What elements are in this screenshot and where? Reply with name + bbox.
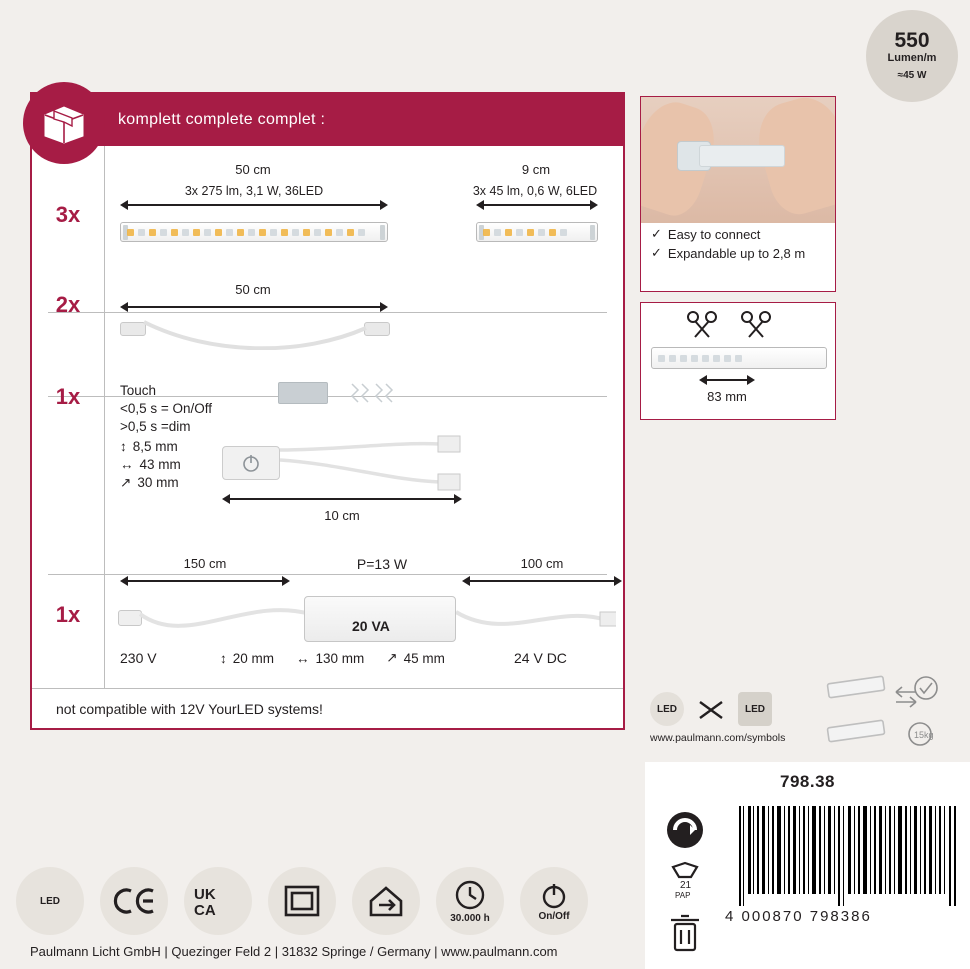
svg-text:PAP: PAP	[675, 891, 691, 900]
on-off-switch-icon	[520, 867, 588, 935]
cut-length-arrow	[699, 375, 755, 385]
led-module-icon	[738, 692, 772, 726]
depth-icon: ↗	[120, 475, 132, 491]
led-strip-50cm	[120, 222, 388, 242]
protection-class-2-icon	[268, 867, 336, 935]
dimmer-depth: 30 mm	[137, 475, 179, 491]
footer-address: Paulmann Licht GmbH | Quezinger Feld 2 | 31832 Springe / Germany | www.paulmann.com	[30, 944, 558, 959]
driver-input-cable	[136, 594, 314, 644]
lumen-unit: Lumen/m	[887, 51, 937, 64]
indoor-use-icon	[352, 867, 420, 935]
ce-mark-icon	[100, 867, 168, 935]
cuttable-strip-graphic	[651, 347, 827, 369]
driver-left-cable-length: 150 cm	[183, 556, 227, 571]
strip-9-arrow	[476, 200, 598, 210]
driver-power: P=13 W	[356, 556, 408, 572]
driver-left-arrow	[120, 576, 290, 586]
contents-panel	[30, 92, 625, 730]
lumen-value: 550	[894, 29, 930, 53]
waste-bin-icon	[657, 908, 713, 958]
lifetime-hours-label: 30.000 h	[450, 912, 490, 924]
connect-check-2-label: Expandable up to 2,8 m	[667, 245, 806, 261]
panel-header-label: komplett complete complet :	[118, 111, 326, 128]
driver-depth-icon: ↗	[386, 650, 398, 665]
led-badge-label: LED	[40, 895, 60, 907]
lumen-watt: ≈45 W	[897, 70, 927, 82]
lifetime-hours-icon	[436, 867, 504, 935]
box-icon	[23, 82, 105, 164]
scissors-icon	[685, 309, 781, 341]
compatibility-notice-text: not compatible with 12V YourLED systems!	[56, 700, 323, 717]
driver-va: 20 VA	[352, 618, 390, 634]
check-icon: ✓	[651, 226, 662, 241]
touch-info	[120, 382, 212, 492]
barcode-digits: 4 000870 798386	[725, 908, 872, 925]
cut-length-box	[640, 302, 836, 420]
not-replaceable-led-icon	[694, 694, 728, 724]
row-divider-1	[48, 312, 607, 313]
driver-output-voltage: 24 V DC	[514, 650, 567, 666]
compatibility-notice	[32, 688, 623, 728]
power-symbol-icon	[240, 452, 262, 474]
dimmer-height: 8,5 mm	[132, 439, 178, 455]
connect-check-1-label: Easy to connect	[667, 226, 761, 242]
strip-50-arrow	[120, 200, 388, 210]
svg-text:15kg: 15kg	[914, 730, 934, 740]
touch-dim: >0,5 s =dim	[120, 418, 191, 434]
driver-dimensions	[220, 650, 445, 666]
led-square-label: LED	[745, 703, 765, 715]
led-badge-icon	[16, 867, 84, 935]
dimmer-cable-arrow	[222, 494, 462, 504]
cut-length-value: 83 mm	[707, 389, 747, 404]
certification-icons	[16, 863, 636, 939]
connect-check-2	[641, 242, 835, 261]
on-off-label: On/Off	[538, 910, 570, 922]
led-strip-9cm	[476, 222, 598, 242]
qty-strips: 3x	[55, 202, 81, 227]
driver-width: 130 mm	[315, 650, 365, 666]
touch-dimmer-unit	[222, 446, 280, 480]
check-icon: ✓	[651, 245, 662, 260]
led-dimmable-icon	[650, 692, 684, 726]
svg-text:CA: CA	[194, 902, 216, 919]
qty-driver: 1x	[55, 602, 81, 627]
driver-right-arrow	[462, 576, 622, 586]
width-icon: ↔	[120, 457, 134, 473]
easy-connect-box	[640, 96, 836, 292]
paper-recycling-icon	[657, 857, 713, 903]
symbols-url: www.paulmann.com/symbols	[650, 732, 786, 744]
strip-9-length: 9 cm	[521, 162, 551, 177]
recycling-symbols	[657, 808, 719, 963]
connect-photo	[641, 97, 835, 223]
driver-width-icon: ↔	[296, 650, 310, 666]
ean-barcode	[737, 806, 962, 906]
symbols-row	[650, 692, 840, 744]
touch-onoff: <0,5 s = On/Off	[120, 400, 213, 416]
dimmer-width-row	[120, 456, 212, 474]
dimmer-cables-graphic	[280, 434, 464, 498]
dimmer-width: 43 mm	[139, 457, 181, 473]
column-divider	[104, 146, 105, 688]
article-number: 798.38	[780, 772, 835, 791]
ukca-mark-icon	[184, 867, 252, 935]
strip-50-spec: 3x 275 lm, 3,1 W, 36LED	[184, 184, 324, 198]
driver-output-cable	[456, 598, 616, 642]
dimmer-cable-length: 10 cm	[324, 508, 360, 523]
dimmer-depth-row	[120, 474, 212, 492]
panel-header	[32, 94, 623, 146]
lumen-badge	[866, 10, 958, 102]
strip-9-spec: 3x 45 lm, 0,6 W, 6LED	[472, 184, 598, 198]
barcode-panel	[645, 762, 970, 969]
cable-50-length: 50 cm	[235, 282, 271, 297]
strip-50-length: 50 cm	[235, 162, 271, 177]
cable-50-arrow	[120, 302, 388, 312]
svg-text:21: 21	[680, 880, 692, 891]
qty-dimmer: 1x	[55, 384, 81, 409]
qty-cables: 2x	[55, 292, 81, 317]
row-divider-3	[48, 574, 607, 575]
touch-title: Touch	[120, 383, 157, 398]
dimmer-height-row	[120, 438, 212, 456]
mounting-clip-icon	[278, 382, 328, 404]
green-dot-icon	[657, 808, 713, 852]
driver-depth: 45 mm	[403, 650, 445, 666]
svg-text:UK: UK	[194, 886, 216, 903]
connect-check-1	[641, 223, 835, 242]
spring-clips-icon	[348, 380, 402, 408]
installation-pictograms	[820, 672, 950, 752]
led-circle-label: LED	[657, 703, 677, 715]
driver-height: 20 mm	[232, 650, 275, 666]
driver-height-icon: ↕	[220, 650, 227, 666]
driver-input-voltage: 230 V	[120, 650, 157, 666]
driver-right-cable-length: 100 cm	[520, 556, 564, 571]
height-icon: ↕	[120, 439, 127, 455]
